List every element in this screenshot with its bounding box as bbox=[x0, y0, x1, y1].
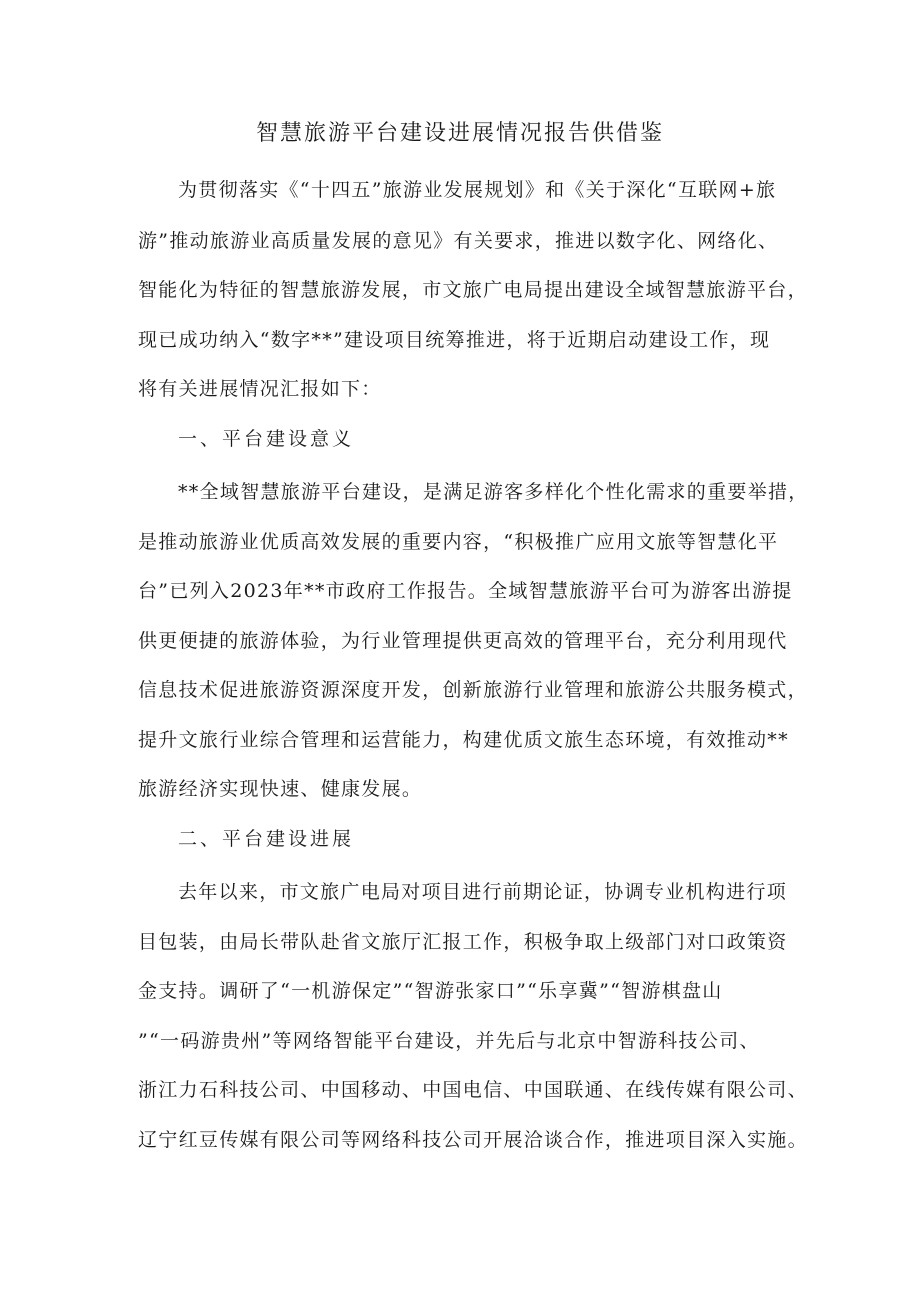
text-line: 是推动旅游业优质高效发展的重要内容，“积极推广应用文旅等智慧化平 bbox=[138, 531, 779, 553]
text-line: **全域智慧旅游平台建设，是满足游客多样化个性化需求的重要举措， bbox=[178, 481, 809, 503]
text-line: 浙江力石科技公司、中国移动、中国电信、中国联通、在线传媒有限公司、 bbox=[138, 1079, 808, 1101]
text-line: 游”推动旅游业高质量发展的意见》有关要求，推进以数字化、网络化、 bbox=[138, 230, 779, 252]
text-line: 为贯彻落实《“十四五”旅游业发展规划》和《关于深化“互联网+旅 bbox=[178, 179, 777, 201]
text-line: 现已成功纳入“数字**”建设项目统筹推进，将于近期启动建设工作，现 bbox=[138, 329, 771, 351]
text-line: 去年以来，市文旅广电局对项目进行前期论证，协调专业机构进行项 bbox=[178, 881, 788, 903]
text-line: 将有关进展情况汇报如下： bbox=[138, 378, 382, 400]
text-line: 金支持。调研了“一机游保定”“智游张家口”“乐享冀”“智游棋盘山 bbox=[138, 980, 723, 1002]
text-line: 辽宁红豆传媒有限公司等网络科技公司开展洽谈合作，推进项目深入实施。 bbox=[138, 1129, 808, 1151]
text-line: 供更便捷的旅游体验，为行业管理提供更高效的管理平台，充分利用现代 bbox=[138, 630, 788, 652]
text-line: 提升文旅行业综合管理和运营能力，构建优质文旅生态环境，有效推动** bbox=[138, 729, 789, 751]
text-line: 台”已列入2023年**市政府工作报告。全域智慧旅游平台可为游客出游提 bbox=[138, 580, 793, 602]
text-line: 目包装，由局长带队赴省文旅厅汇报工作，积极争取上级部门对口政策资 bbox=[138, 931, 788, 953]
document-title: 智慧旅游平台建设进展情况报告供借鉴 bbox=[255, 121, 664, 146]
text-line: 智能化为特征的智慧旅游发展，市文旅广电局提出建设全域智慧旅游平台， bbox=[138, 279, 808, 301]
text-line: 信息技术促进旅游资源深度开发，创新旅游行业管理和旅游公共服务模式， bbox=[138, 679, 808, 701]
section-heading-significance: 一、平台建设意义 bbox=[178, 428, 355, 450]
text-line: ”“一码游贵州”等网络智能平台建设，并先后与北京中智游科技公司、 bbox=[138, 1030, 760, 1052]
text-line: 旅游经济实现快速、健康发展。 bbox=[138, 778, 423, 800]
section-heading-progress: 二、平台建设进展 bbox=[178, 828, 355, 850]
